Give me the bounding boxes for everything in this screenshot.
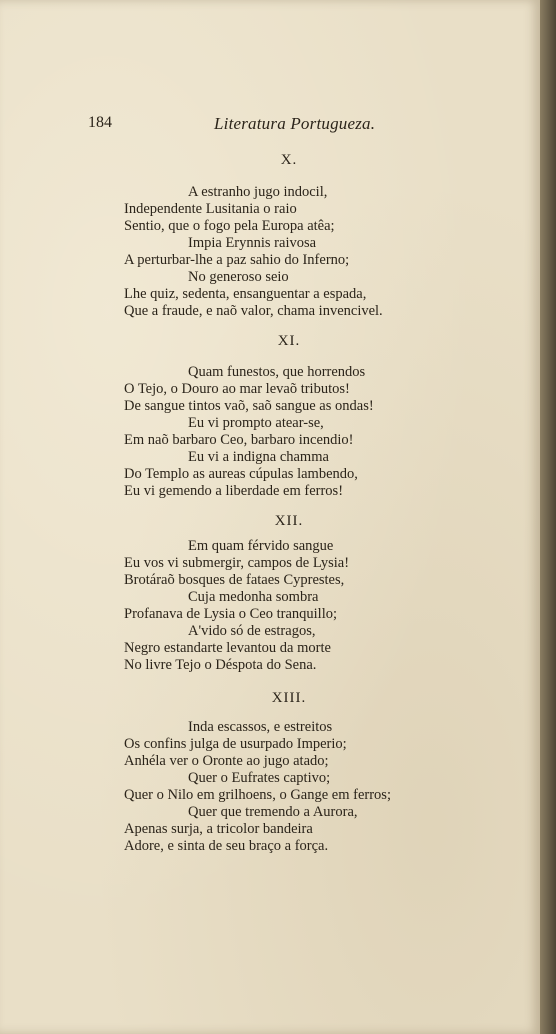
verse-line: De sangue tintos vaõ, saõ sangue as ondas! xyxy=(124,398,374,414)
verse-line: A perturbar-lhe a paz sahio do Inferno; xyxy=(124,252,350,268)
verse-line: Cuja medonha sombra xyxy=(188,589,319,605)
verse-line: Quam funestos, que horrendos xyxy=(188,364,366,380)
verse-line: Que a fraude, e naõ valor, chama invencivel. xyxy=(124,303,383,319)
verse-line: Impia Erynnis raivosa xyxy=(188,235,317,251)
verse-line: Apenas surja, a tricolor bandeira xyxy=(124,821,313,837)
verse-line: Profanava de Lysia o Ceo tranquillo; xyxy=(124,606,338,622)
verse-line: A estranho jugo indocil, xyxy=(188,184,328,200)
page-number: 184 xyxy=(88,114,112,131)
stanza-numeral: X. xyxy=(280,152,298,168)
verse-line: No generoso seio xyxy=(188,269,289,285)
verse-line: Quer que tremendo a Aurora, xyxy=(188,804,358,820)
stanza-numeral: XIII. xyxy=(271,690,307,706)
verse-line: Do Templo as aureas cúpulas lambendo, xyxy=(124,466,358,482)
verse-line: Quer o Eufrates captivo; xyxy=(188,770,331,786)
verse-line: Anhéla ver o Oronte ao jugo atado; xyxy=(124,753,329,769)
verse-line: Adore, e sinta de seu braço a força. xyxy=(124,838,329,854)
running-head: Literatura Portugueza. xyxy=(214,114,376,133)
verse-line: Eu vi prompto atear-se, xyxy=(188,415,324,431)
verse-line: Sentio, que o fogo pela Europa atêa; xyxy=(124,218,335,234)
verse-line: Eu vos vi submergir, campos de Lysia! xyxy=(124,555,350,571)
stanza-numeral: XII. xyxy=(274,513,304,529)
verse-line: A'vido só de estragos, xyxy=(188,623,316,639)
verse-line: Em quam férvido sangue xyxy=(188,538,334,554)
verse-line: Negro estandarte levantou da morte xyxy=(124,640,331,656)
verse-line: Eu vi gemendo a liberdade em ferros! xyxy=(124,483,344,499)
stanza-numeral: XI. xyxy=(277,333,301,349)
page-header xyxy=(0,114,540,138)
verse-line: Eu vi a indigna chamma xyxy=(188,449,329,465)
verse-line: Os confins julga de usurpado Imperio; xyxy=(124,736,347,752)
verse-line: O Tejo, o Douro ao mar levaõ tributos! xyxy=(124,381,350,397)
verse-line: Inda escassos, e estreitos xyxy=(188,719,333,735)
verse-line: Quer o Nilo em grilhoens, o Gange em ferros; xyxy=(124,787,391,803)
verse-line: No livre Tejo o Déspota do Sena. xyxy=(124,657,317,673)
verse-line: Brotáraõ bosques de fataes Cyprestes, xyxy=(124,572,345,588)
verse-line: Em naõ barbaro Ceo, barbaro incendio! xyxy=(124,432,354,448)
verse-line: Independente Lusitania o raio xyxy=(124,201,297,217)
verse-line: Lhe quiz, sedenta, ensanguentar a espada, xyxy=(124,286,367,302)
page-edge xyxy=(540,0,556,1034)
